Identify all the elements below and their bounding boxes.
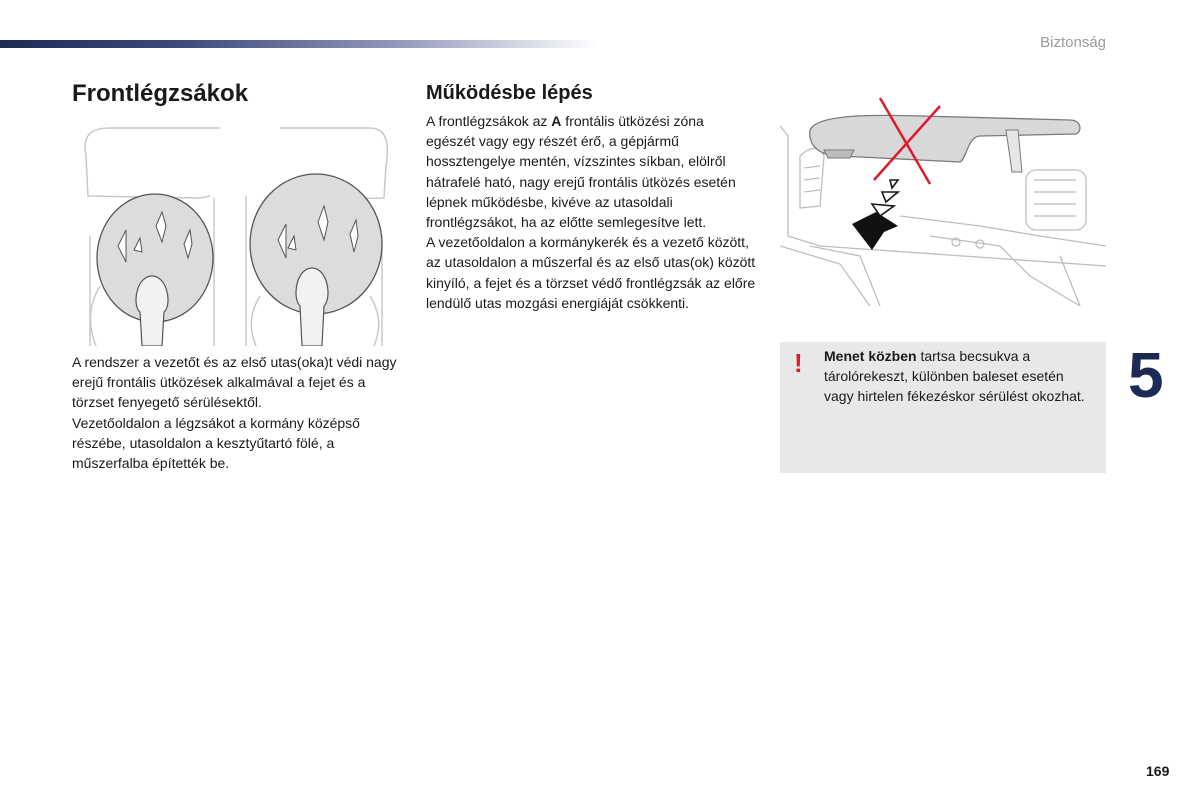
- intro-text: [72, 352, 402, 473]
- dashboard-illustration: [780, 96, 1106, 306]
- activation-paragraph-2: A vezetőoldalon a kormánykerék és a vezető között, az utasoldalon a műszerfal és az első utas(ok) között kinyíló, a fejet és a törzset védő frontlégzsák az előre lendülő utas mozgási energiáját csökkenti.: [426, 234, 756, 311]
- intro-paragraph: A rendszer a vezetőt és az első utas(oka)t védi nagy erejű frontális ütközések alkalmával a fejet és a törzset fenyegető sérülésektől.: [72, 354, 397, 411]
- header-gradient-bar: [0, 40, 600, 48]
- activation-title: Működésbe lépés: [426, 82, 593, 104]
- zone-label: A: [551, 113, 562, 129]
- section-title: Frontlégzsákok: [72, 80, 249, 107]
- activation-text: [426, 111, 756, 313]
- intro-paragraph-2: Vezetőoldalon a légzsákot a kormány középső részébe, utasoldalon a kesztyűtartó fölé, a műszerfalba építették be.: [72, 414, 360, 472]
- chapter-number: 5: [1128, 339, 1164, 411]
- section-name: Biztonság: [1040, 34, 1106, 51]
- page-number: 169: [1146, 763, 1170, 779]
- airbag-deployment-illustration: [80, 126, 392, 346]
- warning-icon: !: [794, 348, 803, 378]
- activation-paragraph: A frontlégzsákok az A frontális ütközési zóna egészét vagy egy részét érő, a gépjármű hossztengelye mentén, vízszintes síkban, elölről hátrafelé ható, nagy erejű frontális ütközés esetén lépnek működésbe, kivéve az utasoldali frontlégzsákot, ha az előtte semlegesítve lett.: [426, 113, 736, 231]
- warning-text: Menet közben tartsa becsukva a tárolórekeszt, különben baleset esetén vagy hirtelen fékezéskor sérülést okozhat.: [824, 348, 1085, 405]
- warning-box: [780, 342, 1106, 473]
